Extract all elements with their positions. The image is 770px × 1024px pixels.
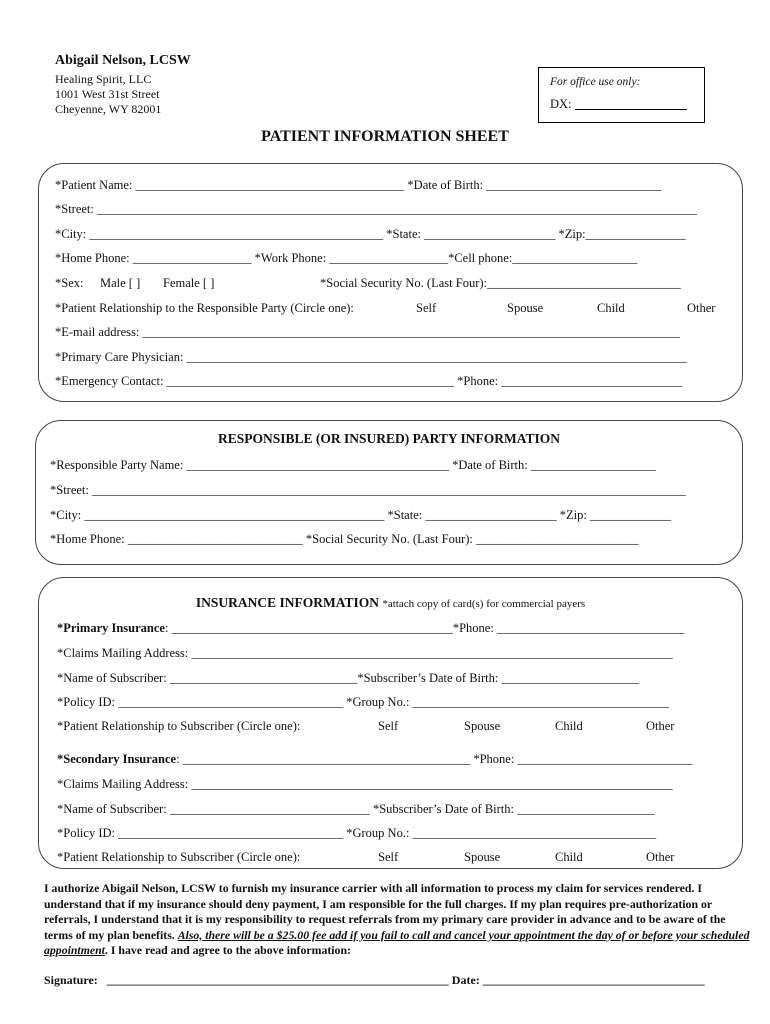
secondary-insurance-label: *Secondary Insurance [57,752,177,766]
primary-rel-other[interactable]: Other [646,719,675,733]
page-title: PATIENT INFORMATION SHEET [261,128,509,145]
sex-label: *Sex: [55,276,84,290]
authorization-text: I authorize Abigail Nelson, LCSW to furnish my insurance carrier with all information to process my claim for services rendered. I understand that if my insurance should deny payment, I am responsible for the full charges. If my plan requires pre-authorization or referrals, I understand that it is my responsibility to request referrals from my primary care provider in advance and to be aware of the terms of my plan benefits. [44,881,726,942]
responsible-city-field[interactable]: *City: ________________________________________________ *State: _____________________ *Zip: _____________ [50,508,672,522]
primary-insurance-field[interactable] [57,621,684,636]
signature-field[interactable]: _________________________________________________________ [106,973,449,987]
primary-subscriber-field[interactable]: *Name of Subscriber: ______________________________*Subscriber’s Date of Birth: ______________________ [57,671,640,685]
patient-ssn-field[interactable]: *Social Security No. (Last Four):_______________________________ [320,276,681,290]
authorization-paragraph [44,881,750,959]
practice-name: Healing Spirit, LLC [55,72,152,86]
sex-male-checkbox[interactable]: Male [ ] [100,276,141,290]
office-use-box [538,67,705,123]
patient-name-field[interactable]: *Patient Name: ___________________________________________ *Date of Birth: ____________________________ [55,178,662,192]
secondary-policy-field[interactable]: *Policy ID: ____________________________________ *Group No.: _______________________________________ [57,826,657,840]
primary-insurance-label: *Primary Insurance [57,621,165,635]
agreement-text: . I have read and agree to the above information: [104,943,351,957]
insurance-panel [38,577,743,869]
secondary-rel-other[interactable]: Other [646,850,675,864]
patient-street-field[interactable]: *Street: ________________________________________________________________________________________________ [55,202,698,216]
responsible-street-field[interactable]: *Street: _______________________________________________________________________________________________ [50,483,686,497]
insurance-section-title [39,595,742,611]
date-field[interactable]: _____________________________________ [482,973,705,987]
primary-claims-field[interactable]: *Claims Mailing Address: _____________________________________________________________________________ [57,646,673,660]
secondary-subscriber-field[interactable]: *Name of Subscriber: ________________________________ *Subscriber’s Date of Birth: ______________________ [57,802,655,816]
patient-phones-field[interactable]: *Home Phone: ___________________ *Work Phone: ___________________*Cell phone:____________________ [55,251,638,265]
email-field[interactable]: *E-mail address: ______________________________________________________________________________________ [55,325,680,339]
street-address: 1001 West 31st Street [55,87,160,101]
emergency-contact-field[interactable]: *Emergency Contact: ______________________________________________ *Phone: _____________________________ [55,374,683,388]
relationship-label: *Patient Relationship to the Responsible Party (Circle one): [55,301,354,315]
date-label: Date: [451,973,480,987]
patient-city-field[interactable]: *City: _______________________________________________ *State: _____________________ *Zip:________________ [55,227,686,241]
sex-female-checkbox[interactable]: Female [ ] [163,276,215,290]
dx-field[interactable] [550,97,687,112]
primary-rel-self[interactable]: Self [378,719,399,733]
secondary-insurance-line: : ______________________________________________ *Phone: ____________________________ [176,752,693,766]
dx-underline [575,97,687,110]
insurance-title-text: INSURANCE INFORMATION [195,595,379,610]
responsible-name-field[interactable]: *Responsible Party Name: __________________________________________ *Date of Birth: ____________________ [50,458,656,472]
insurance-note: *attach copy of card(s) for commercial payers [382,598,586,610]
secondary-rel-self[interactable]: Self [378,850,399,864]
relationship-child[interactable]: Child [597,301,625,315]
responsible-section-title: RESPONSIBLE (OR INSURED) PARTY INFORMATION [217,431,561,446]
secondary-rel-spouse[interactable]: Spouse [464,850,501,864]
city-state-zip: Cheyenne, WY 82001 [55,102,162,116]
primary-rel-spouse[interactable]: Spouse [464,719,501,733]
relationship-spouse[interactable]: Spouse [507,301,544,315]
signature-label: Signature: [44,973,98,987]
office-use-label: For office use only: [550,76,641,88]
relationship-other[interactable]: Other [687,301,716,315]
responsible-home-field[interactable]: *Home Phone: ____________________________ *Social Security No. (Last Four): __________________________ [50,532,639,546]
patient-info-panel [38,163,743,402]
secondary-rel-child[interactable]: Child [555,850,583,864]
secondary-insurance-field[interactable] [57,752,692,767]
secondary-relationship-label: *Patient Relationship to Subscriber (Circle one): [57,850,301,864]
cancellation-fee-notice: Also, there will be a $25.00 fee add if you fail to call and cancel your appointment the day of or before your scheduled appointment [44,927,750,957]
primary-rel-child[interactable]: Child [555,719,583,733]
relationship-self[interactable]: Self [416,301,437,315]
practitioner-name: Abigail Nelson, LCSW [55,53,191,68]
secondary-claims-field[interactable]: *Claims Mailing Address: _____________________________________________________________________________ [57,777,673,791]
primary-relationship-label: *Patient Relationship to Subscriber (Circle one): [57,719,301,733]
primary-insurance-line: : _____________________________________________*Phone: ______________________________ [164,621,685,635]
signature-row [44,973,705,988]
primary-policy-field[interactable]: *Policy ID: ____________________________________ *Group No.: _________________________________________ [57,695,669,709]
responsible-party-panel [35,420,743,565]
dx-label: DX: [550,97,572,111]
pcp-field[interactable]: *Primary Care Physician: ________________________________________________________________________________ [55,350,687,364]
